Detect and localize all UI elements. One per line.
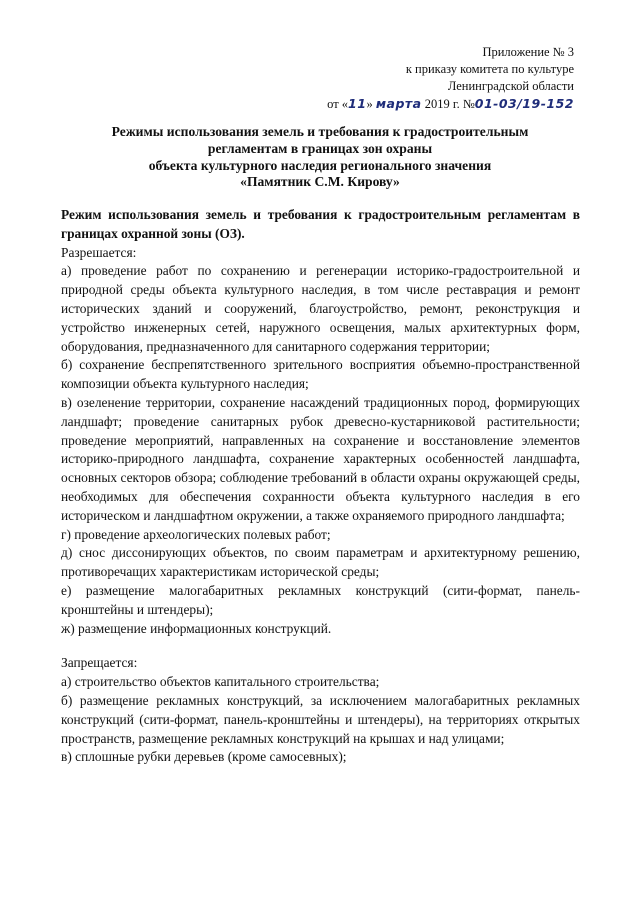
paragraph-gap: [61, 638, 580, 654]
order-reference: к приказу комитета по культуре: [405, 62, 574, 76]
allowed-heading: Разрешается:: [61, 244, 137, 260]
handwritten-month: марта: [375, 96, 422, 111]
allowed-item-zh: ж) размещение информационных конструкций.: [61, 620, 332, 636]
date-separator: »: [366, 97, 376, 111]
prohibited-item-a: а) строительство объектов капитального строительства;: [61, 674, 380, 690]
title-line-3: объекта культурного наследия регионального значения: [148, 157, 492, 173]
allowed-item-d: д) снос диссонирующих объектов, по своим параметрам и архитектурному решению, противоречащих характеристикам исторической среды;: [61, 545, 580, 580]
prohibited-heading: Запрещается:: [61, 655, 138, 671]
handwritten-day: 11: [348, 96, 367, 111]
allowed-item-e: е) размещение малогабаритных рекламных конструкций (сити-формат, панель-кронштейны и штендеры);: [61, 582, 580, 617]
prohibited-item-v: в) сплошные рубки деревьев (кроме самосевных);: [61, 749, 347, 765]
order-region: Ленинградской области: [447, 79, 574, 93]
handwritten-order-number: 01-03/19-152: [474, 96, 574, 111]
allowed-item-v: в) озеленение территории, сохранение насаждений традиционных пород, формирующих ландшафт; проведение санитарных рубок древесно-кустарниковой растительности; проведение мероприятий, направленных на сохранение и восстановление элементов историко-природного ландшафта, сохранение характерных особенностей ландшафта, основных секторов обзора; соблюдение требований в области охраны окружающей среды, необходимых для обеспечения сохранности объекта культурного наследия в его историческом и ландшафтном окружении, а также охраняемого природного ландшафта;: [61, 394, 580, 523]
date-year: 2019 г. №: [421, 97, 475, 111]
allowed-item-a: а) проведение работ по сохранению и регенерации историко-градостроительной и природной среды объекта культурного наследия, в том числе реставрация и ремонт исторических зданий и сооружений, благоустройство, ремонт, реконструкция и устройство инженерных сетей, наружного освещения, малых архитектурных форм, оборудования, предназначенного для санитарного содержания территории;: [61, 263, 580, 354]
allowed-item-b: б) сохранение беспрепятственного зрительного восприятия объемно-пространственной композиции объекта культурного наследия;: [61, 357, 580, 392]
document-body: [61, 206, 580, 767]
allowed-item-g: г) проведение археологических полевых работ;: [61, 526, 331, 542]
title-line-2: регламентам в границах зон охраны: [207, 140, 433, 156]
title-line-1: Режимы использования земель и требования к градостроительным: [111, 124, 529, 139]
date-prefix: от «: [327, 97, 349, 111]
prohibited-item-b: б) размещение рекламных конструкций, за исключением малогабаритных рекламных конструкций (сити-формат, панель-кронштейны и штендеры), на территориях открытых пространств, размещение рекламных конструкций на крышах и над улицами;: [61, 692, 580, 746]
order-date-line: [327, 95, 574, 113]
section-heading: Режим использования земель и требования к градостроительным регламентам в границах охранной зоны (ОЗ).: [61, 207, 580, 241]
appendix-header: [327, 44, 574, 113]
appendix-number: Приложение № 3: [482, 45, 574, 59]
title-line-4: «Памятник С.М. Кирову»: [240, 174, 400, 190]
document-title: [90, 124, 550, 191]
